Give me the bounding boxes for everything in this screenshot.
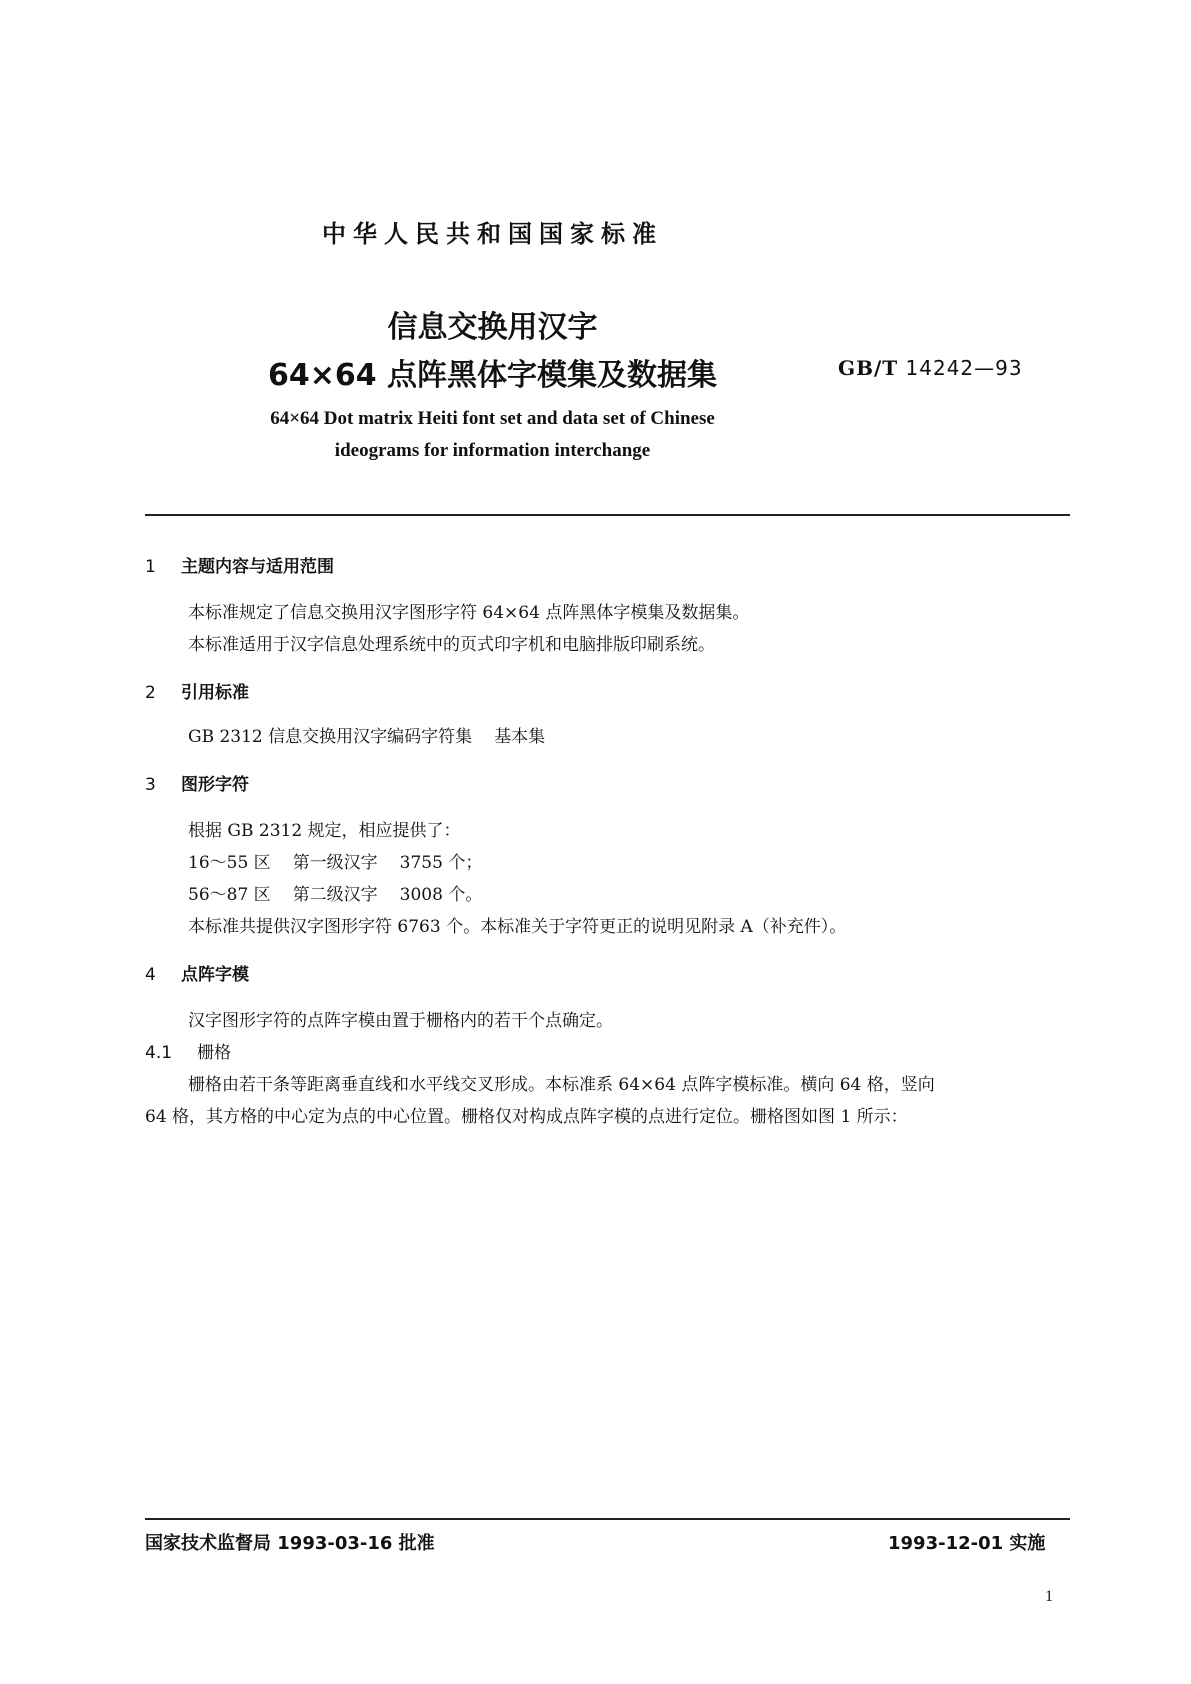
title-line-1: 信息交换用汉字 (387, 310, 598, 345)
section-title: 点阵字模 (181, 965, 249, 985)
zone-range: 16～55 区 (188, 853, 271, 873)
reference-code: GB 2312 (188, 727, 263, 747)
implementation-date: 1993-12-01 实施 (888, 1533, 1046, 1554)
section-3-paragraph-2: 本标准共提供汉字图形字符 6763 个。本标准关于字符更正的说明见附录 A（补充件）。 (188, 917, 847, 937)
section-3-heading (145, 770, 249, 795)
section-1-heading (145, 552, 334, 577)
section-3-paragraph-1: 根据 GB 2312 规定，相应提供了： (188, 821, 461, 841)
section-number: 2 (145, 683, 156, 703)
character-level: 第一级汉字 (292, 853, 378, 873)
zone-range: 56～87 区 (188, 885, 271, 905)
section-number: 4 (145, 965, 156, 985)
character-level: 第二级汉字 (292, 885, 378, 905)
section-2-heading (145, 678, 249, 703)
english-title-line-2: ideograms for information interchange (334, 440, 651, 461)
approval-date: 国家技术监督局 1993-03-16 批准 (145, 1533, 435, 1554)
section-4-paragraph-2-line-1: 栅格由若干条等距离垂直线和水平线交叉形成。本标准系 64×64 点阵字模标准。横向 64 格，竖向 (188, 1075, 935, 1095)
section-4-paragraph-2-line-2: 64 格，其方格的中心定为点的中心位置。栅格仅对构成点阵字模的点进行定位。栅格图如图 1 所示： (145, 1107, 908, 1127)
section-1-paragraph-1: 本标准规定了信息交换用汉字图形字符 64×64 点阵黑体字模集及数据集。 (188, 603, 750, 623)
section-number: 1 (145, 557, 156, 577)
character-count: 3008 个。 (399, 885, 483, 905)
section-title: 主题内容与适用范围 (181, 557, 334, 577)
section-number: 3 (145, 775, 156, 795)
section-2-reference (188, 722, 545, 747)
standard-prefix: GB/T (838, 356, 899, 380)
title-line-2: 64×64 点阵黑体字模集及数据集 (267, 358, 718, 393)
section-4-heading (145, 960, 249, 985)
english-title-line-1: 64×64 Dot matrix Heiti font set and data set of Chinese (270, 408, 715, 429)
subsection-4-1-heading (145, 1038, 231, 1063)
character-count: 3755 个； (399, 853, 483, 873)
standard-code: 14242—93 (905, 356, 1023, 380)
subsection-number: 4.1 (145, 1043, 173, 1063)
header-divider (145, 514, 1070, 516)
reference-subtitle: 基本集 (494, 727, 546, 747)
section-1-paragraph-2: 本标准适用于汉字信息处理系统中的页式印字机和电脑排版印刷系统。 (188, 635, 715, 655)
section-title: 引用标准 (181, 683, 249, 703)
national-standard-label: 中华人民共和国国家标准 (322, 220, 663, 248)
subsection-title: 栅格 (197, 1043, 231, 1063)
section-3-row-1 (188, 848, 482, 873)
standard-number (838, 356, 1023, 380)
footer-divider (145, 1518, 1070, 1520)
section-4-paragraph-1: 汉字图形字符的点阵字模由置于栅格内的若干个点确定。 (188, 1011, 613, 1031)
section-title: 图形字符 (181, 775, 249, 795)
reference-title: 信息交换用汉字编码字符集 (268, 727, 473, 747)
section-3-row-2 (188, 880, 482, 905)
page-number: 1 (1045, 1588, 1053, 1605)
